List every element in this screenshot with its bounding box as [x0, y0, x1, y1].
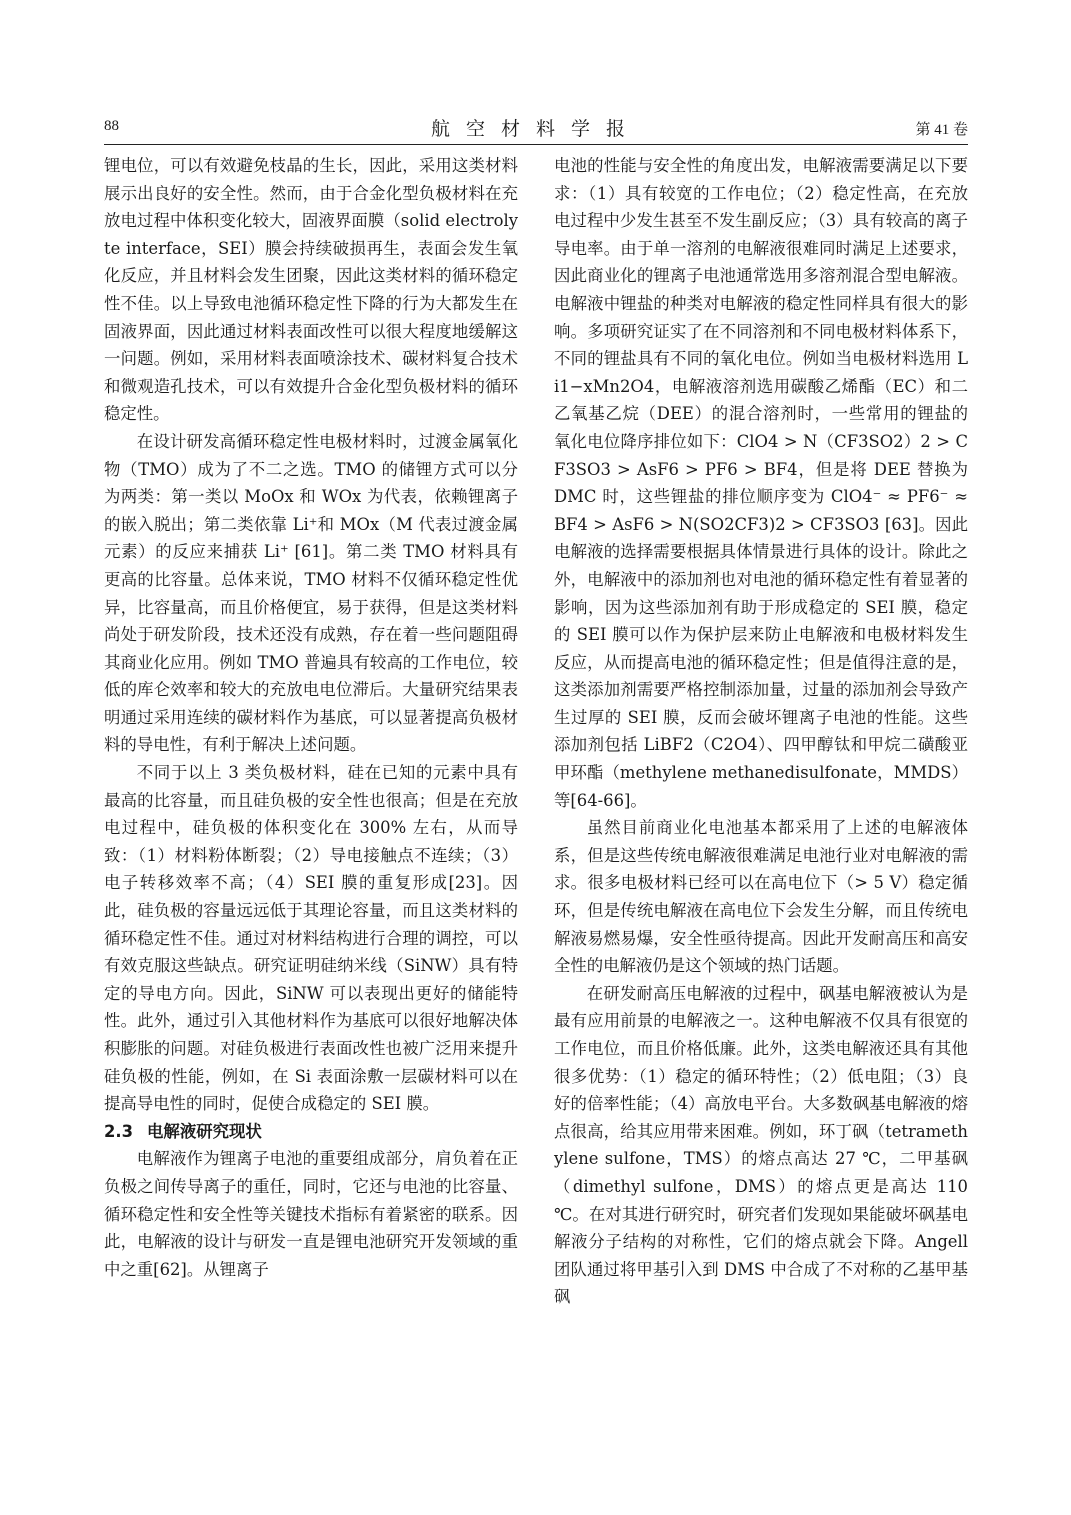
section-title: 电解液研究现状 — [147, 1121, 262, 1141]
paragraph: 虽然目前商业化电池基本都采用了上述的电解液体系，但是这些传统电解液很难满足电池行业对电解液的需求。很多电极材料已经可以在高电位下（> 5 V）稳定循环，但是传统电解液在高电位下会发生分解，而且传统电解液易燃易爆，安全性亟待提高。因此开发耐高压和高安全性的电解液仍是这个领域的热门话题。 — [554, 818, 968, 976]
paragraph: 在研发耐高压电解液的过程中，砜基电解液被认为是最有应用前景的电解液之一。这种电解液不仅具有很宽的工作电位，而且价格低廉。此外，这类电解液还具有其他很多优势：（1）稳定的循环特性；（2）低电阻；（3）良好的倍率性能；（4）高放电平台。大多数砜基电解液的熔点很高，给其应用带来困难。例如，环丁砜（tetramethylene sulfone，TMS）的熔点高达 27 ℃，二甲基砜（dimethyl sulfone，DMS）的熔点更是高达 110 ℃。在对其进行研究时，研究者们发现如果能破坏砜基电解液分子结构的对称性，它们的熔点就会下降。Angell 团队通过将甲基引入到 DMS 中合成了不对称的乙基甲基砜 — [554, 983, 968, 1307]
section-number: 2.3 — [104, 1121, 134, 1141]
paragraph: 电解液作为锂离子电池的重要组成部分，肩负着在正负极之间传导离子的重任，同时，它还与电池的比容量、循环稳定性和安全性等关键技术指标有着紧密的联系。因此，电解液的设计与研发一直是锂电池研究开发领域的重中之重[62]。从锂离子 — [104, 1149, 518, 1279]
paragraph: 不同于以上 3 类负极材料，硅在已知的元素中具有最高的比容量，而且硅负极的安全性也很高；但是在充放电过程中，硅负极的体积变化在 300% 左右，从而导致：（1）材料粉体断裂；（2）导电接触点不连续；（3）电子转移效率不高；（4）SEI 膜的重复形成[23]。因此，硅负极的容量远远低于其理论容量，而且这类材料的循环稳定性不佳。通过对材料结构进行合理的调控，可以有效克服这些缺点。研究证明硅纳米线（SiNW）具有特定的导电方向。因此，SiNW 可以表现出更好的储能特性。此外，通过引入其他材料作为基底可以很好地解决体积膨胀的问题。对硅负极进行表面改性也被广泛用来提升硅负极的性能，例如，在 Si 表面涂敷一层碳材料可以在提高导电性的同时，促使合成稳定的 SEI 膜。 — [104, 763, 518, 1114]
paragraph: 电池的性能与安全性的角度出发，电解液需要满足以下要求：（1）具有较宽的工作电位；（2）稳定性高，在充放电过程中少发生甚至不发生副反应；（3）具有较高的离子导电率。由于单一溶剂的电解液很难同时满足上述要求，因此商业化的锂离子电池通常选用多溶剂混合型电解液。电解液中锂盐的种类对电解液的稳定性同样具有很大的影响。多项研究证实了在不同溶剂和不同电极材料体系下，不同的锂盐具有不同的氧化电位。例如当电极材料选用 Li1−xMn2O4，电解液溶剂选用碳酸乙烯酯（EC）和二乙氧基乙烷（DEE）的混合溶剂时，一些常用的锂盐的氧化电位降序排位如下：ClO4 > N（CF3SO2）2 > CF3SO3 > AsF6 > PF6 > BF4，但是将 DEE 替换为 DMC 时，这些锂盐的排位顺序变为 ClO4⁻ ≈ PF6⁻ ≈ BF4 > AsF6 > N(SO2CF3)2 > CF3SO3 [63]。因此电解液的选择需要根据具体情景进行具体的设计。除此之外，电解液中的添加剂也对电池的循环稳定性有着显著的影响，因为这些添加剂有助于形成稳定的 SEI 膜，稳定的 SEI 膜可以作为保护层来防止电解液和电极材料发生反应，从而提高电池的循环稳定性；但是值得注意的是，这类添加剂需要严格控制添加量，过量的添加剂会导致产生过厚的 SEI 膜，反而会破坏锂离子电池的性能。这些添加剂包括 LiBF2（C2O4）、四甲醇钛和甲烷二磺酸亚甲环酯（methylene methanedisulfonate，MMDS）等[64-66]。 — [554, 156, 968, 810]
paragraph: 在设计研发高循环稳定性电极材料时，过渡金属氧化物（TMO）成为了不二之选。TMO 的储锂方式可以分为两类：第一类以 MoOx 和 WOx 为代表，依赖锂离子的嵌入脱出；第二类依靠 Li⁺和 MOx（M 代表过渡金属元素）的反应来捕获 Li⁺ [61]。第二类 TMO 材料具有更高的比容量。总体来说，TMO 材料不仅循环稳定性优异，比容量高，而且价格便宜，易于获得，但是这类材料尚处于研发阶段，技术还没有成熟，存在着一些问题阻碍其商业化应用。例如 TMO 普遍具有较高的工作电位，较低的库仑效率和较大的充放电电位滞后。大量研究结果表明通过采用连续的碳材料作为基底，可以显著提高负极材料的导电性，有利于解决上述问题。 — [104, 431, 518, 755]
volume-label: 第 41 卷 — [915, 122, 968, 138]
running-header — [104, 114, 968, 145]
right-column — [554, 152, 968, 1311]
journal-title: 航空材料学报 — [430, 119, 641, 140]
section-heading — [104, 1118, 518, 1146]
page-number: 88 — [104, 118, 119, 134]
left-column — [104, 152, 518, 1283]
paragraph: 锂电位，可以有效避免枝晶的生长，因此，采用这类材料展示出良好的安全性。然而，由于合金化型负极材料在充放电过程中体积变化较大，固液界面膜（solid electrolyte interface，SEI）膜会持续破损再生，表面会发生氧化反应，并且材料会发生团聚，因此这类材料的循环稳定性不佳。以上导致电池循环稳定性下降的行为大都发生在固液界面，因此通过材料表面改性可以很大程度地缓解这一问题。例如，采用材料表面喷涂技术、碳材料复合技术和微观造孔技术，可以有效提升合金化型负极材料的循环稳定性。 — [104, 156, 518, 424]
